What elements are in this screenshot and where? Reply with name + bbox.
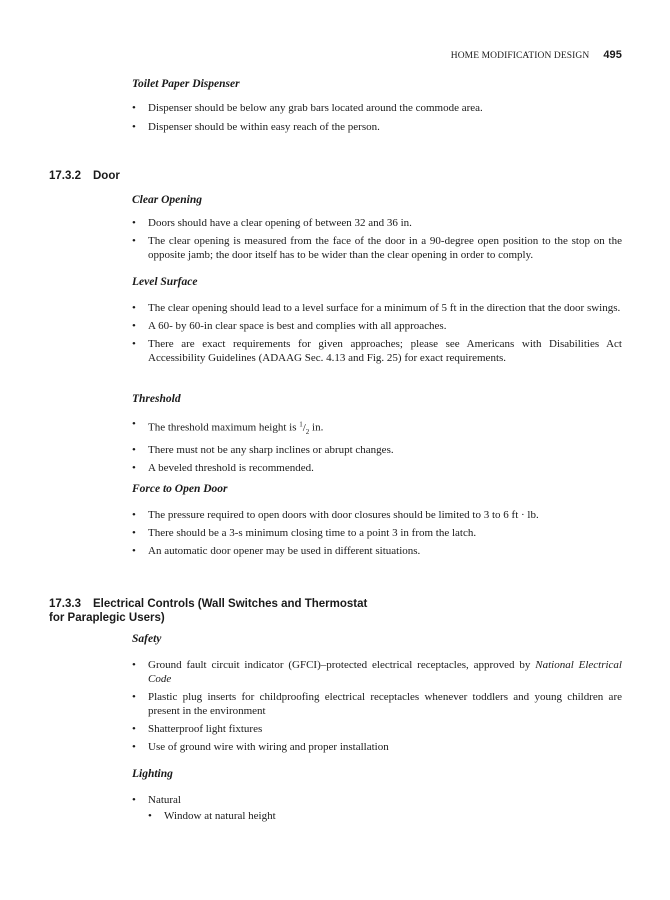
subheading-level-surface: Level Surface [132, 276, 198, 288]
subheading-lighting: Lighting [132, 768, 173, 780]
level-surface-list [132, 301, 622, 365]
list-item: • Doors should have a clear opening of between 32 and 36 in. [132, 216, 622, 230]
sub-list-item: • Window at natural height [132, 809, 622, 823]
subheading-clear-opening: Clear Opening [132, 194, 202, 206]
section-title: Electrical Controls (Wall Switches and Thermostat [92, 598, 368, 610]
fraction: $^1/_2$ [299, 420, 310, 436]
list-item: • Dispenser should be below any grab bars located around the commode area. [132, 101, 622, 115]
section-title-cont: for Paraplegic Users) [49, 612, 165, 624]
list-item: • Dispenser should be within easy reach of the person. [132, 120, 622, 134]
subheading-force: Force to Open Door [132, 483, 228, 495]
list-item: • There must not be any sharp inclines or abrupt changes. [132, 443, 622, 457]
list-item: • Ground fault circuit indicator (GFCI)–protected electrical receptacles, approved by National Electrical Code [132, 658, 622, 686]
list-item: • The threshold maximum height is $^1/_2$ in. [132, 417, 622, 439]
lighting-list [132, 793, 622, 823]
list-item: • There are exact requirements for given approaches; please see Americans with Disabilities Act Accessibility Guidelines (ADAAG Sec. 4.13 and Fig. 25) for exact requirements. [132, 337, 622, 365]
list-item: • Shatterproof light fixtures [132, 722, 622, 736]
threshold-list [132, 417, 622, 475]
list-item: • There should be a 3-s minimum closing time to a point 3 in from the latch. [132, 526, 622, 540]
list-item: • Use of ground wire with wiring and proper installation [132, 740, 622, 754]
list-item: • The clear opening is measured from the face of the door in a 90-degree open position to the stop on the opposite jamb; the door itself has to be wider than the clear opening in order to comply. [132, 234, 622, 262]
section-number: 17.3.3 [49, 598, 81, 610]
section-heading-door [49, 169, 120, 183]
subheading-toilet-paper: Toilet Paper Dispenser [132, 78, 240, 90]
list-item: • The clear opening should lead to a level surface for a minimum of 5 ft in the direction that the door swings. [132, 301, 622, 315]
running-title: HOME MODIFICATION DESIGN [450, 51, 590, 61]
list-item: • A 60- by 60-in clear space is best and complies with all approaches. [132, 319, 622, 333]
safety-list [132, 658, 622, 754]
subheading-threshold: Threshold [132, 393, 181, 405]
toilet-paper-list [132, 101, 622, 134]
section-heading-electrical [49, 597, 367, 625]
force-list [132, 508, 622, 558]
running-header [451, 49, 622, 61]
list-item: • A beveled threshold is recommended. [132, 461, 622, 475]
section-number: 17.3.2 [49, 170, 81, 182]
subheading-safety: Safety [132, 633, 162, 645]
page-number: 495 [603, 49, 622, 61]
list-item: • Natural [132, 793, 622, 807]
list-item: • An automatic door opener may be used in different situations. [132, 544, 622, 558]
list-item: • Plastic plug inserts for childproofing electrical receptacles whenever toddlers and young children are present in the environment [132, 690, 622, 718]
list-item: • The pressure required to open doors with door closures should be limited to 3 to 6 ft · lb. [132, 508, 622, 522]
section-title: Door [92, 170, 120, 182]
clear-opening-list [132, 216, 622, 262]
